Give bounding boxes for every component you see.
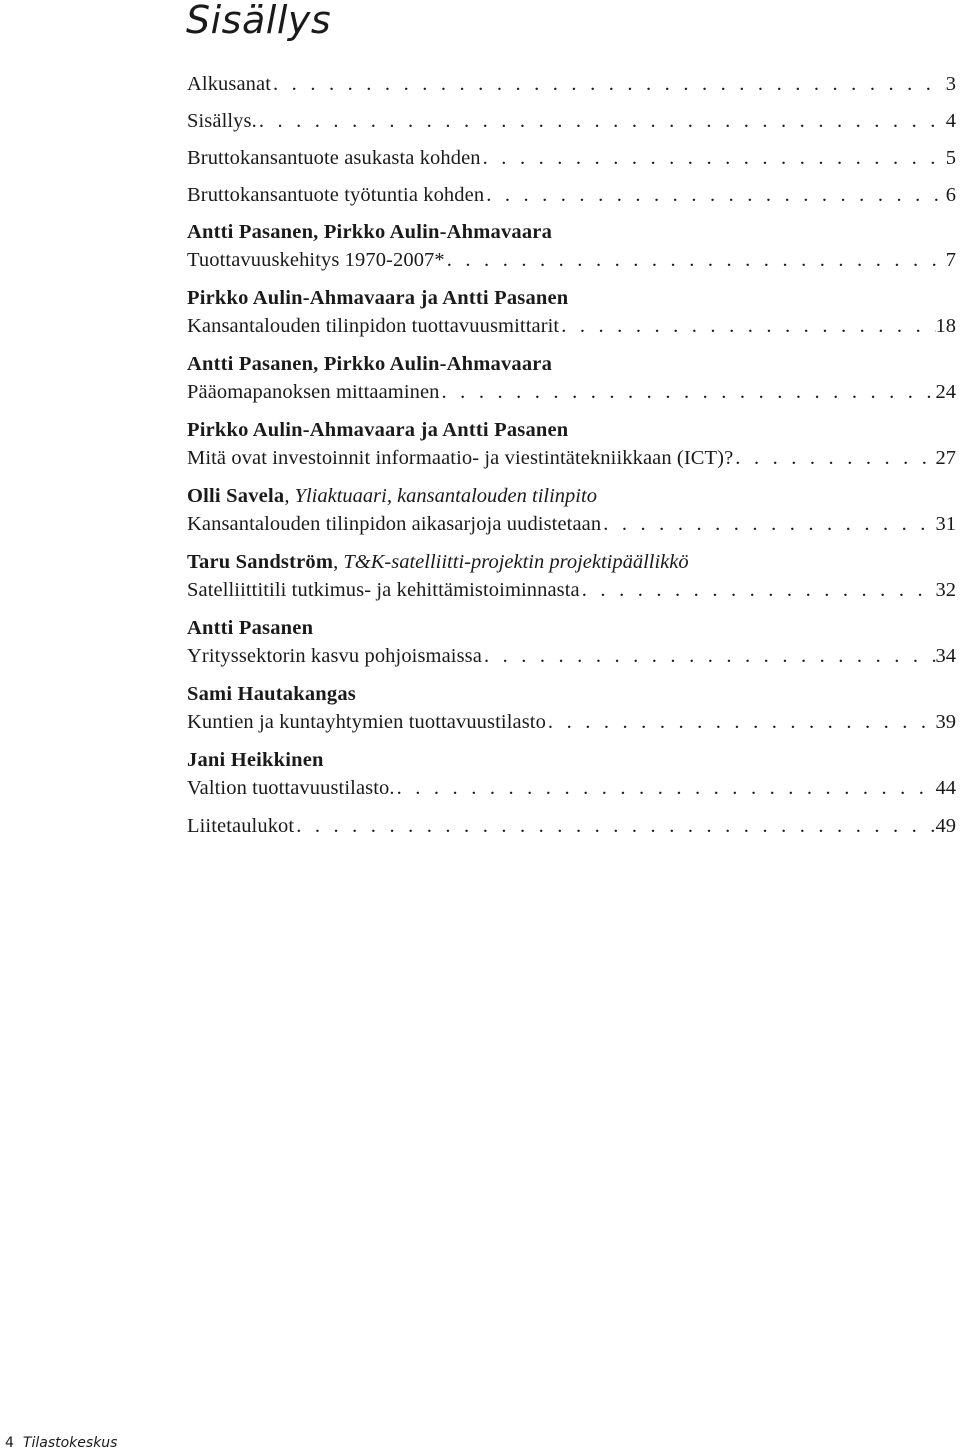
toc-title: Kansantalouden tilinpidon aikasarjoja uudistetaan xyxy=(187,513,602,535)
dot-leader xyxy=(482,642,936,670)
toc-entry xyxy=(187,70,960,98)
toc-page-number: 7 xyxy=(945,249,956,271)
toc-author: Jani Heikkinen xyxy=(187,749,324,771)
toc-entry xyxy=(187,144,960,172)
toc-author-line xyxy=(187,482,960,510)
toc-entry xyxy=(187,416,960,472)
table-of-contents xyxy=(187,70,960,849)
toc-entry xyxy=(187,284,960,340)
toc-title: Bruttokansantuote työtuntia kohden xyxy=(187,184,485,206)
dot-leader xyxy=(440,378,936,406)
toc-page-number: 32 xyxy=(935,579,956,601)
toc-author-line xyxy=(187,746,960,774)
page-title: Sisällys xyxy=(186,0,332,42)
toc-page-number: 5 xyxy=(945,147,956,169)
toc-page-number: 49 xyxy=(935,815,956,837)
toc-entry xyxy=(187,350,960,406)
toc-author: Olli Savela xyxy=(187,485,285,507)
author-role-separator: , xyxy=(333,551,344,573)
toc-page-number: 6 xyxy=(945,184,956,206)
toc-author: Antti Pasanen xyxy=(187,617,314,639)
toc-entry xyxy=(187,812,960,840)
toc-entry xyxy=(187,107,960,135)
toc-line[interactable] xyxy=(187,378,960,406)
toc-author-role: T&K-satelliitti-projektin projektipäällikkö xyxy=(343,551,689,573)
toc-author: Pirkko Aulin-Ahmavaara ja Antti Pasanen xyxy=(187,419,569,441)
toc-author-line xyxy=(187,350,960,378)
footer-publisher: Tilastokeskus xyxy=(22,1435,118,1451)
toc-title: Kuntien ja kuntayhtymien tuottavuustilasto xyxy=(187,711,546,733)
dot-leader xyxy=(481,144,946,172)
toc-author-line xyxy=(187,284,960,312)
toc-line[interactable] xyxy=(187,181,960,209)
toc-entry xyxy=(187,746,960,802)
toc-author-line xyxy=(187,680,960,708)
toc-line[interactable] xyxy=(187,708,960,736)
toc-author-line xyxy=(187,614,960,642)
toc-title: Valtion tuottavuustilasto. xyxy=(187,777,395,799)
toc-author: Antti Pasanen, Pirkko Aulin-Ahmavaara xyxy=(187,221,553,243)
dot-leader xyxy=(445,246,946,274)
toc-title: Tuottavuuskehitys 1970-2007* xyxy=(187,249,445,271)
toc-author-line xyxy=(187,218,960,246)
dot-leader xyxy=(580,576,936,604)
toc-line[interactable] xyxy=(187,312,960,340)
toc-page-number: 18 xyxy=(935,315,956,337)
toc-author: Sami Hautakangas xyxy=(187,683,356,705)
toc-author: Pirkko Aulin-Ahmavaara ja Antti Pasanen xyxy=(187,287,569,309)
toc-page-number: 39 xyxy=(935,711,956,733)
toc-author-role: Yliaktuaari, kansantalouden tilinpito xyxy=(294,485,597,507)
toc-entry xyxy=(187,614,960,670)
toc-page-number: 44 xyxy=(935,777,956,799)
toc-page-number: 24 xyxy=(935,381,956,403)
toc-entry xyxy=(187,680,960,736)
toc-title: Satelliittitili tutkimus- ja kehittämistoiminnasta xyxy=(187,579,580,601)
footer-page-number: 4 xyxy=(5,1435,14,1451)
toc-line[interactable] xyxy=(187,642,960,670)
dot-leader xyxy=(559,312,935,340)
toc-line[interactable] xyxy=(187,144,960,172)
dot-leader xyxy=(546,708,936,736)
toc-page-number: 3 xyxy=(945,73,956,95)
toc-author: Taru Sandström xyxy=(187,551,334,573)
toc-entry xyxy=(187,181,960,209)
toc-title: Yrityssektorin kasvu pohjoismaissa xyxy=(187,645,482,667)
toc-entry xyxy=(187,548,960,604)
dot-leader xyxy=(294,812,935,840)
toc-line[interactable] xyxy=(187,576,960,604)
dot-leader xyxy=(257,107,946,135)
toc-page-number: 4 xyxy=(945,110,956,132)
toc-line[interactable] xyxy=(187,444,960,472)
toc-page-number: 27 xyxy=(935,447,956,469)
toc-title: Kansantalouden tilinpidon tuottavuusmittarit xyxy=(187,315,560,337)
author-role-separator: , xyxy=(284,485,295,507)
toc-entry xyxy=(187,482,960,538)
dot-leader xyxy=(395,774,936,802)
dot-leader xyxy=(484,181,946,209)
toc-line[interactable] xyxy=(187,774,960,802)
dot-leader xyxy=(601,510,935,538)
toc-page-number: 31 xyxy=(935,513,956,535)
toc-title: Sisällys. xyxy=(187,110,257,132)
dot-leader xyxy=(733,444,935,472)
toc-author-line xyxy=(187,548,960,576)
page-footer xyxy=(5,1433,117,1453)
toc-title: Alkusanat xyxy=(187,73,272,95)
toc-line[interactable] xyxy=(187,70,960,98)
toc-author: Antti Pasanen, Pirkko Aulin-Ahmavaara xyxy=(187,353,553,375)
toc-line[interactable] xyxy=(187,246,960,274)
toc-author-line xyxy=(187,416,960,444)
toc-line[interactable] xyxy=(187,510,960,538)
dot-leader xyxy=(271,70,946,98)
toc-title: Mitä ovat investoinnit informaatio- ja viestintätekniikkaan (ICT)? xyxy=(187,447,734,469)
toc-line[interactable] xyxy=(187,812,960,840)
toc-page-number: 34 xyxy=(935,645,956,667)
toc-title: Liitetaulukot xyxy=(187,815,295,837)
toc-title: Pääomapanoksen mittaaminen xyxy=(187,381,440,403)
toc-entry xyxy=(187,218,960,274)
toc-title: Bruttokansantuote asukasta kohden xyxy=(187,147,481,169)
toc-line[interactable] xyxy=(187,107,960,135)
